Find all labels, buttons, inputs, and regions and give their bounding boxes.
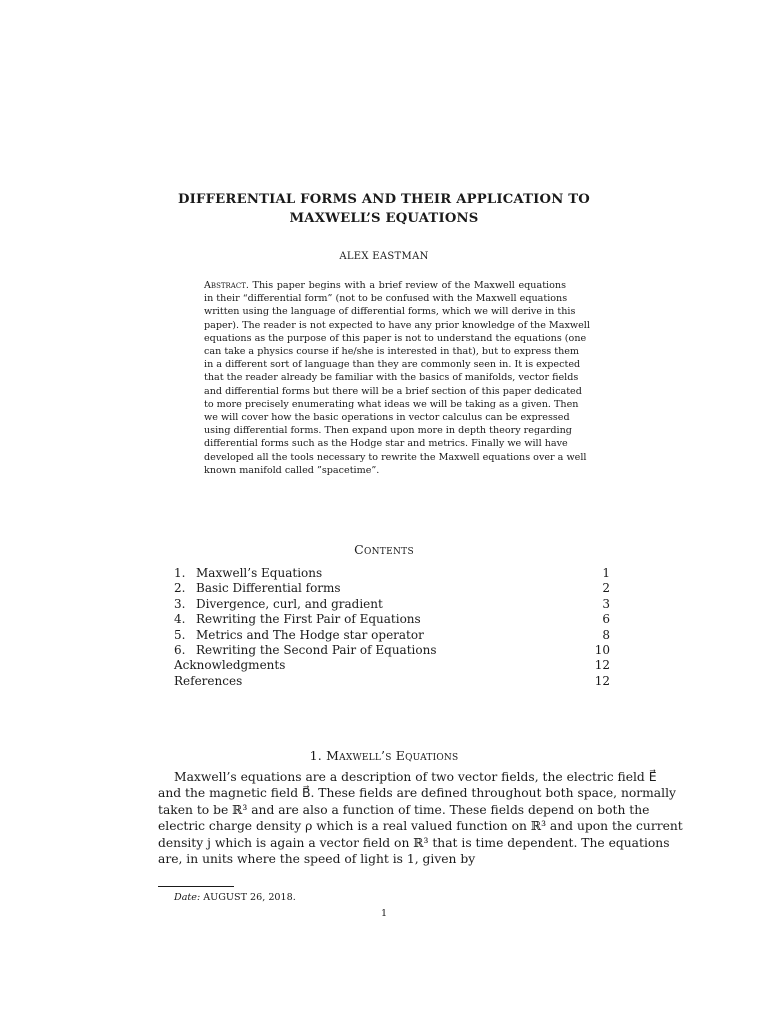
body-line: electric charge density ρ which is a real valued function on ℝ³ and upon the current: [158, 819, 683, 834]
toc-entry[interactable]: [174, 674, 610, 689]
toc-entry[interactable]: [174, 597, 610, 612]
toc-entry-number: 6.: [174, 643, 186, 658]
toc-entry-title: Basic Differential forms: [196, 581, 341, 596]
toc-entry-page: 1: [602, 566, 610, 580]
toc-entry-number: 1.: [174, 566, 186, 580]
toc-entry-page: 3: [602, 596, 610, 611]
toc-entry-number: 4.: [174, 612, 186, 627]
body-line: density j which is again a vector field on ℝ³ that is time dependent. The equations: [158, 835, 670, 850]
body-line: taken to be ℝ³ and are also a function of time. These fields depend on both the: [158, 802, 650, 817]
abstract-line: written using the language of differential forms, which we will derive in this: [204, 306, 576, 318]
toc-entry-page: 2: [602, 581, 610, 596]
abstract-line: using differential forms. Then expand upon more in depth theory regarding: [204, 425, 572, 437]
toc-entry[interactable]: [174, 658, 610, 673]
abstract-line: in a different sort of language than they are commonly seen in. It is expected: [204, 359, 581, 371]
abstract-line: known manifold called ”spacetime”.: [204, 464, 380, 476]
toc-entry[interactable]: [174, 612, 610, 627]
abstract-line-text: This paper begins with a brief review of the Maxwell equations: [248, 280, 566, 291]
contents-heading: Contents: [354, 542, 414, 557]
footnote: [174, 892, 296, 904]
abstract: [204, 279, 590, 477]
toc-entry[interactable]: [174, 628, 610, 643]
section-heading: [120, 748, 648, 763]
toc-entry-page: 8: [602, 627, 610, 642]
toc-entry-title: Metrics and The Hodge star operator: [196, 627, 424, 642]
toc-entry-page: 10: [594, 643, 610, 658]
toc-entry-number: 2.: [174, 581, 186, 596]
abstract-line: to more precisely enumerating what ideas we will be taking as a given. Then: [204, 398, 579, 410]
toc-entry-number: 3.: [174, 596, 186, 611]
body-line: are, in units where the speed of light is 1, given by: [158, 852, 476, 867]
abstract-line: developed all the tools necessary to rewrite the Maxwell equations over a well: [204, 451, 587, 463]
body-line: and the magnetic field B⃗. These fields are defined throughout both space, normally: [158, 786, 676, 801]
title-line-1: DIFFERENTIAL FORMS AND THEIR APPLICATION TO: [178, 192, 590, 207]
toc-entry-title: Acknowledgments: [174, 658, 286, 673]
page-number: 1: [380, 908, 388, 919]
abstract-line: [204, 279, 566, 292]
section-number: 1.: [309, 748, 322, 763]
footnote-rule: [158, 886, 234, 887]
abstract-line: that the reader already be familiar with the basics of manifolds, vector fields: [204, 372, 579, 384]
toc-entry-page: 12: [594, 673, 610, 688]
paper-title: [120, 190, 648, 228]
toc-entry-page: 12: [594, 658, 610, 673]
toc-entry[interactable]: [174, 643, 610, 658]
title-line-2: MAXWELL’S EQUATIONS: [289, 211, 479, 226]
section-body: [158, 769, 683, 867]
abstract-line: and differential forms but there will be a brief section of this paper dedicated: [204, 385, 582, 397]
toc-entry-title: Rewriting the First Pair of Equations: [196, 612, 421, 627]
footnote-label: Date:: [174, 892, 201, 903]
toc-entry[interactable]: [174, 566, 610, 581]
abstract-line: can take a physics course if he/she is interested in that), but to express them: [204, 346, 580, 358]
author-name: ALEX EASTMAN: [339, 251, 429, 262]
footnote-text: AUGUST 26, 2018.: [200, 892, 296, 903]
toc-entry-title: Rewriting the Second Pair of Equations: [196, 643, 437, 658]
toc-entry-title: References: [174, 673, 243, 688]
abstract-label: Abstract.: [204, 280, 249, 291]
abstract-line: differential forms such as the Hodge star and metrics. Finally we will have: [204, 438, 568, 450]
table-of-contents: [174, 566, 610, 689]
abstract-line: paper). The reader is not expected to have any prior knowledge of the Maxwell: [204, 319, 590, 331]
body-line: Maxwell’s equations are a description of two vector fields, the electric field E⃗: [174, 770, 657, 784]
abstract-line: we will cover how the basic operations in vector calculus can be expressed: [204, 412, 570, 424]
toc-entry-title: Maxwell’s Equations: [196, 566, 323, 580]
toc-entry-page: 6: [602, 612, 610, 627]
section-title: Maxwell’s Equations: [326, 748, 459, 763]
toc-entry-number: 5.: [174, 627, 186, 642]
toc-entry[interactable]: [174, 581, 610, 596]
abstract-line: equations as the purpose of this paper is not to understand the equations (one: [204, 332, 587, 344]
toc-entry-title: Divergence, curl, and gradient: [196, 596, 383, 611]
abstract-line: in their “differential form” (not to be confused with the Maxwell equations: [204, 293, 568, 305]
